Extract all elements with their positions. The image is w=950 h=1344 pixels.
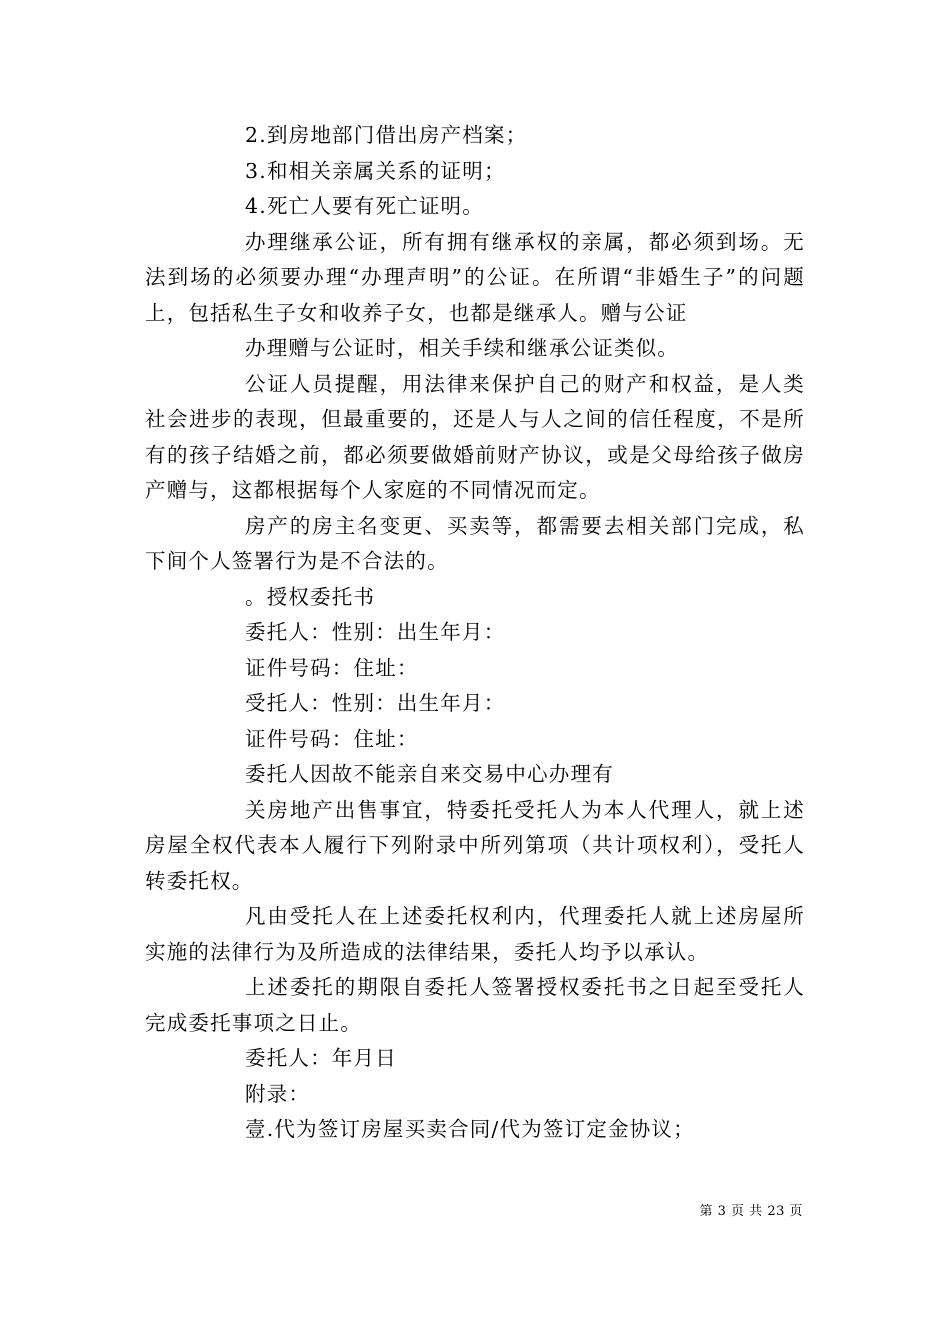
form-line: 证件号码：住址： [245, 655, 419, 680]
paragraph: 关房地产出售事宜，特委托受托人为本人代理人，就上述房屋全权代表本人履行下列附录中所列第项（共计项权利），受托人转委托权。 [145, 797, 805, 893]
paragraph: 上述委托的期限自委托人签署授权委托书之日起至受托人完成委托事项之日止。 [145, 975, 805, 1035]
paragraph: 3.和相关亲属关系的证明； [245, 158, 506, 183]
form-line: 证件号码：住址： [245, 726, 419, 751]
appendix-item: 壹.代为签订房屋买卖合同/代为签订定金协议； [245, 1117, 695, 1141]
paragraph: 公证人员提醒，用法律来保护自己的财产和权益，是人类社会进步的表现，但最重要的，还是人与人之间的信任程度，不是所有的孩子结婚之前，都必须要做婚前财产协议，或是父母给孩子做房产赠与，这都根据每个人家庭的不同情况而定。 [145, 371, 805, 502]
form-line: 受托人：性别：出生年月： [245, 691, 506, 715]
appendix-heading: 附录： [245, 1081, 311, 1106]
paragraph: 委托人因故不能亲自来交易中心办理有 [245, 762, 614, 786]
paragraph: 房产的房主名变更、买卖等，都需要去相关部门完成，私下间个人签署行为是不合法的。 [145, 513, 805, 573]
paragraph: 2.到房地部门借出房产档案； [245, 123, 528, 147]
section-heading: 。授权委托书 [245, 584, 376, 609]
page-number: 第 3 页 共 23 页 [699, 1204, 803, 1219]
paragraph: 办理继承公证，所有拥有继承权的亲属，都必须到场。无法到场的必须要办理“办理声明”的公证。在所谓“非婚生子”的问题上，包括私生子女和收养子女，也都是继承人。赠与公证 [145, 229, 805, 325]
paragraph: 办理赠与公证时，相关手续和继承公证类似。 [245, 336, 679, 360]
signature-line: 委托人：年月日 [245, 1046, 397, 1070]
paragraph: 凡由受托人在上述委托权利内，代理委托人就上述房屋所实施的法律行为及所造成的法律结果，委托人均予以承认。 [145, 904, 805, 964]
form-line: 委托人：性别：出生年月： [245, 620, 506, 644]
document-body [145, 118, 805, 1148]
paragraph: 4.死亡人要有死亡证明。 [245, 194, 484, 218]
